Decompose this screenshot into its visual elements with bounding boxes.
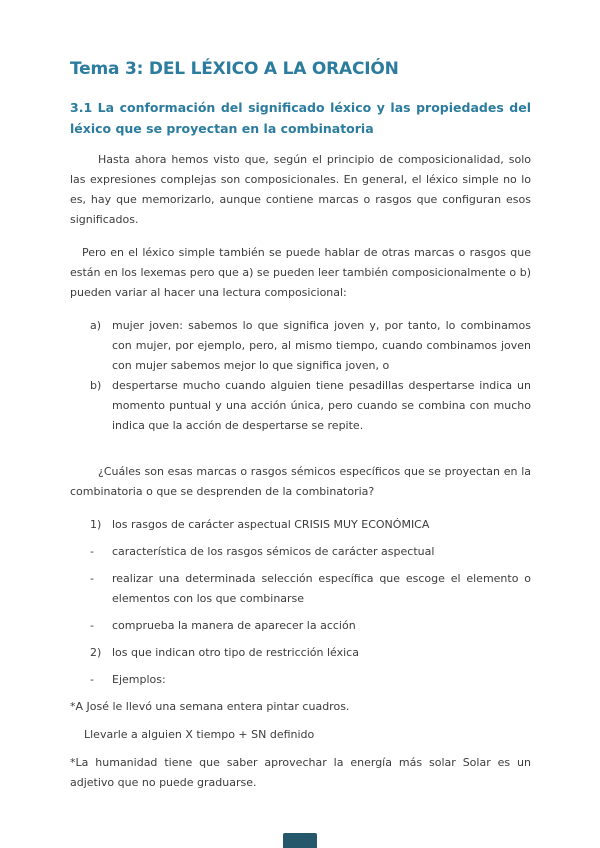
footer-logo-mark [283,833,317,848]
ab-list [70,316,531,436]
list-item-text: mujer joven: sabemos lo que significa joven y, por tanto, lo combinamos con mujer, por ejemplo, pero, al mismo tiempo, cuando combinamos joven con mujer sabemos mejor lo que significa joven, o [112,319,531,372]
list-item [90,616,531,636]
paragraph-pero: Pero en el léxico simple también se puede hablar de otras marcas o rasgos que están en los lexemas pero que a) se pueden leer también composicionalmente o b) pueden variar al hacer una lectura composicional: [70,246,531,299]
list-item [90,569,531,609]
feature-list [70,515,531,690]
list-item [90,515,531,535]
list-item-b [90,376,531,436]
paragraph-intro: Hasta ahora hemos visto que, según el principio de composicionalidad, solo las expresiones complejas son composicionales. En general, el léxico simple no lo es, hay que memorizarlo, aunque contiene marcas o rasgos que configuran esos significados. [70,153,531,226]
list-item-a [90,316,531,376]
list-item-text: Ejemplos: [112,673,166,686]
list-marker: 2) [90,646,102,659]
example-sentence-jose: *A José le llevó una semana entera pintar cuadros. [70,700,350,713]
list-item-text: comprueba la manera de aparecer la acción [112,619,356,632]
list-marker: - [90,619,94,632]
list-marker: b) [90,379,102,392]
page-title: Tema 3: DEL LÉXICO A LA ORACIÓN [70,59,399,79]
list-marker: 1) [90,518,102,531]
list-item-text: realizar una determinada selección específica que escoge el elemento o elementos con los que combinarse [112,572,531,605]
list-item-text: característica de los rasgos sémicos de carácter aspectual [112,545,435,558]
list-item-text: despertarse mucho cuando alguien tiene pesadillas despertarse indica un momento puntual y una acción única, pero cuando se combina con mucho indica que la acción de despertarse se repite. [112,379,531,432]
list-item-text: los que indican otro tipo de restricción léxica [112,646,359,659]
example-sentence-humanidad: *La humanidad tiene que saber aprovechar la energía más solar Solar es un adjetivo que no puede graduarse. [70,756,531,789]
paragraph-question: ¿Cuáles son esas marcas o rasgos sémicos específicos que se proyectan en la combinatoria o que se desprenden de la combinatoria? [70,465,531,498]
list-marker: - [90,545,94,558]
list-marker: - [90,673,94,686]
list-item [90,643,531,663]
list-item [90,542,531,562]
list-item-ejemplos [90,670,531,690]
list-marker: - [90,572,94,585]
section-heading: 3.1 La conformación del significado léxico y las propiedades del léxico que se proyectan en la combinatoria [70,100,531,136]
list-item-text: los rasgos de carácter aspectual CRISIS MUY ECONÓMICA [112,518,430,531]
list-marker: a) [90,319,102,332]
example-pattern-llevarle: Llevarle a alguien X tiempo + SN definido [84,728,315,741]
